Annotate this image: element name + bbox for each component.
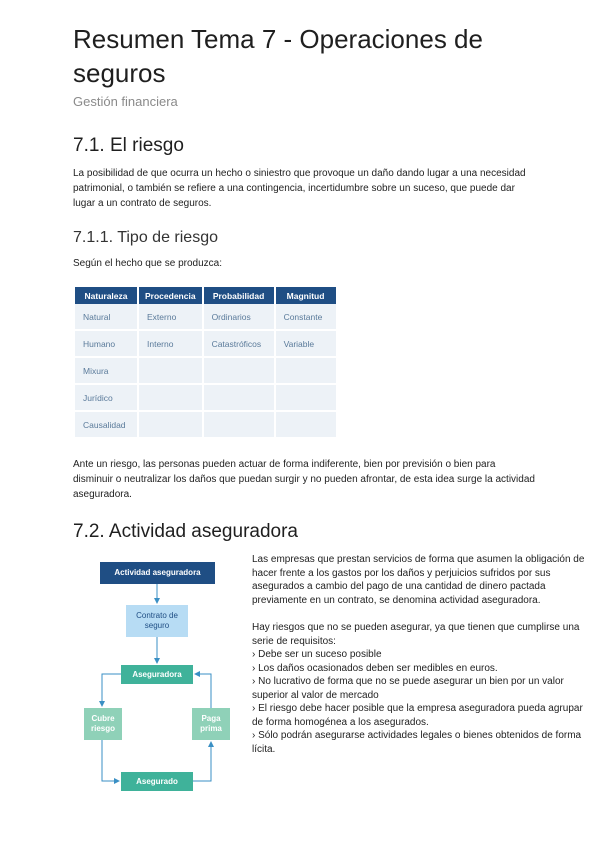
- arrow-paga-aseguradora: [195, 674, 211, 708]
- node-contrato-seguro: Contrato de seguro: [126, 605, 188, 637]
- table-cell: Jurídico: [75, 384, 138, 411]
- subsection-heading-tipo: 7.1.1. Tipo de riesgo: [73, 229, 218, 246]
- requirements-intro: Hay riesgos que no se pueden asegurar, ya que tienen que cumplirse una serie de requisitos:: [252, 622, 580, 647]
- table-cell: Interno: [138, 330, 203, 357]
- table-cell: Externo: [138, 304, 203, 330]
- table-cell: Ordinarios: [203, 304, 275, 330]
- table-row: [75, 304, 336, 330]
- requirement-item: › Los daños ocasionados deben ser medibles en euros.: [252, 662, 498, 674]
- header-magnitud: Magnitud: [275, 287, 336, 304]
- section-heading-riesgo: 7.1. El riesgo: [73, 135, 184, 156]
- requirement-item: › No lucrativo de forma que no se puede asegurar un bien por un valor superior al valor de mercado: [252, 676, 564, 701]
- table-cell: Causalidad: [75, 411, 138, 438]
- after-table-paragraph: Ante un riesgo, las personas pueden actuar de forma indiferente, bien por previsión o bien para disminuir o neutralizar los daños que puedan surgir y no pueden afrontar, de esta idea surge la actividad aseguradora.: [73, 459, 535, 500]
- table-intro: Según el hecho que se produzca:: [73, 258, 222, 269]
- table-cell: [275, 384, 336, 411]
- node-asegurado: Asegurado: [121, 772, 193, 791]
- table-cell: Variable: [275, 330, 336, 357]
- table-cell: [275, 357, 336, 384]
- table-cell: Natural: [75, 304, 138, 330]
- table-cell: Catastróficos: [203, 330, 275, 357]
- table-row: [75, 411, 336, 438]
- riesgo-definition: La posibilidad de que ocurra un hecho o siniestro que provoque un daño dando lugar a una necesidad patrimonial, o también se refiere a una contingencia, incertidumbre sobre un suceso, que puede dar lugar a un contrato de seguros.: [73, 168, 526, 209]
- document-subtitle: Gestión financiera: [73, 94, 178, 109]
- arrow-aseguradora-cubre: [102, 674, 121, 706]
- header-probabilidad: Probabilidad: [203, 287, 275, 304]
- actividad-text-column: [252, 553, 588, 756]
- node-aseguradora: Aseguradora: [121, 665, 193, 684]
- node-cubre-riesgo: Cubre riesgo: [84, 708, 122, 740]
- document-title: Resumen Tema 7 - Operaciones de seguros: [73, 24, 483, 88]
- section-heading-actividad: 7.2. Actividad aseguradora: [73, 521, 298, 542]
- requirement-item: › Sólo podrán asegurarse actividades legales o bienes obtenidos de forma lícita.: [252, 730, 582, 755]
- table-cell: [275, 411, 336, 438]
- requirement-item: › Debe ser un suceso posible: [252, 649, 382, 660]
- table-cell: Mixura: [75, 357, 138, 384]
- table-row: [75, 384, 336, 411]
- table-row: [75, 357, 336, 384]
- table-cell: Constante: [275, 304, 336, 330]
- table-cell: [138, 411, 203, 438]
- table-cell: [138, 357, 203, 384]
- arrow-cubre-asegurado: [102, 740, 119, 781]
- requirement-item: › El riesgo debe hacer posible que la empresa aseguradora pueda agrupar de forma homogénea a los asegurados.: [252, 703, 583, 728]
- node-paga-prima: Paga prima: [192, 708, 230, 740]
- table-cell: Humano: [75, 330, 138, 357]
- risk-type-table: [75, 287, 336, 439]
- node-actividad-aseguradora: Actividad aseguradora: [100, 562, 215, 584]
- table-cell: [203, 384, 275, 411]
- table-cell: [203, 411, 275, 438]
- header-procedencia: Procedencia: [138, 287, 203, 304]
- actividad-definition: Las empresas que prestan servicios de forma que asumen la obligación de hacer frente a los gastos por los daños y perjuicios sufridos por sus asegurados a cambio del pago de una cantidad de dinero pactada previamente en un contrato, se denomina actividad aseguradora.: [252, 554, 585, 606]
- table-row: [75, 330, 336, 357]
- arrow-asegurado-paga: [193, 742, 211, 781]
- table-cell: [138, 384, 203, 411]
- insurance-diagram: [82, 560, 232, 800]
- table-cell: [203, 357, 275, 384]
- header-naturaleza: Naturaleza: [75, 287, 138, 304]
- table-header-row: [75, 287, 336, 304]
